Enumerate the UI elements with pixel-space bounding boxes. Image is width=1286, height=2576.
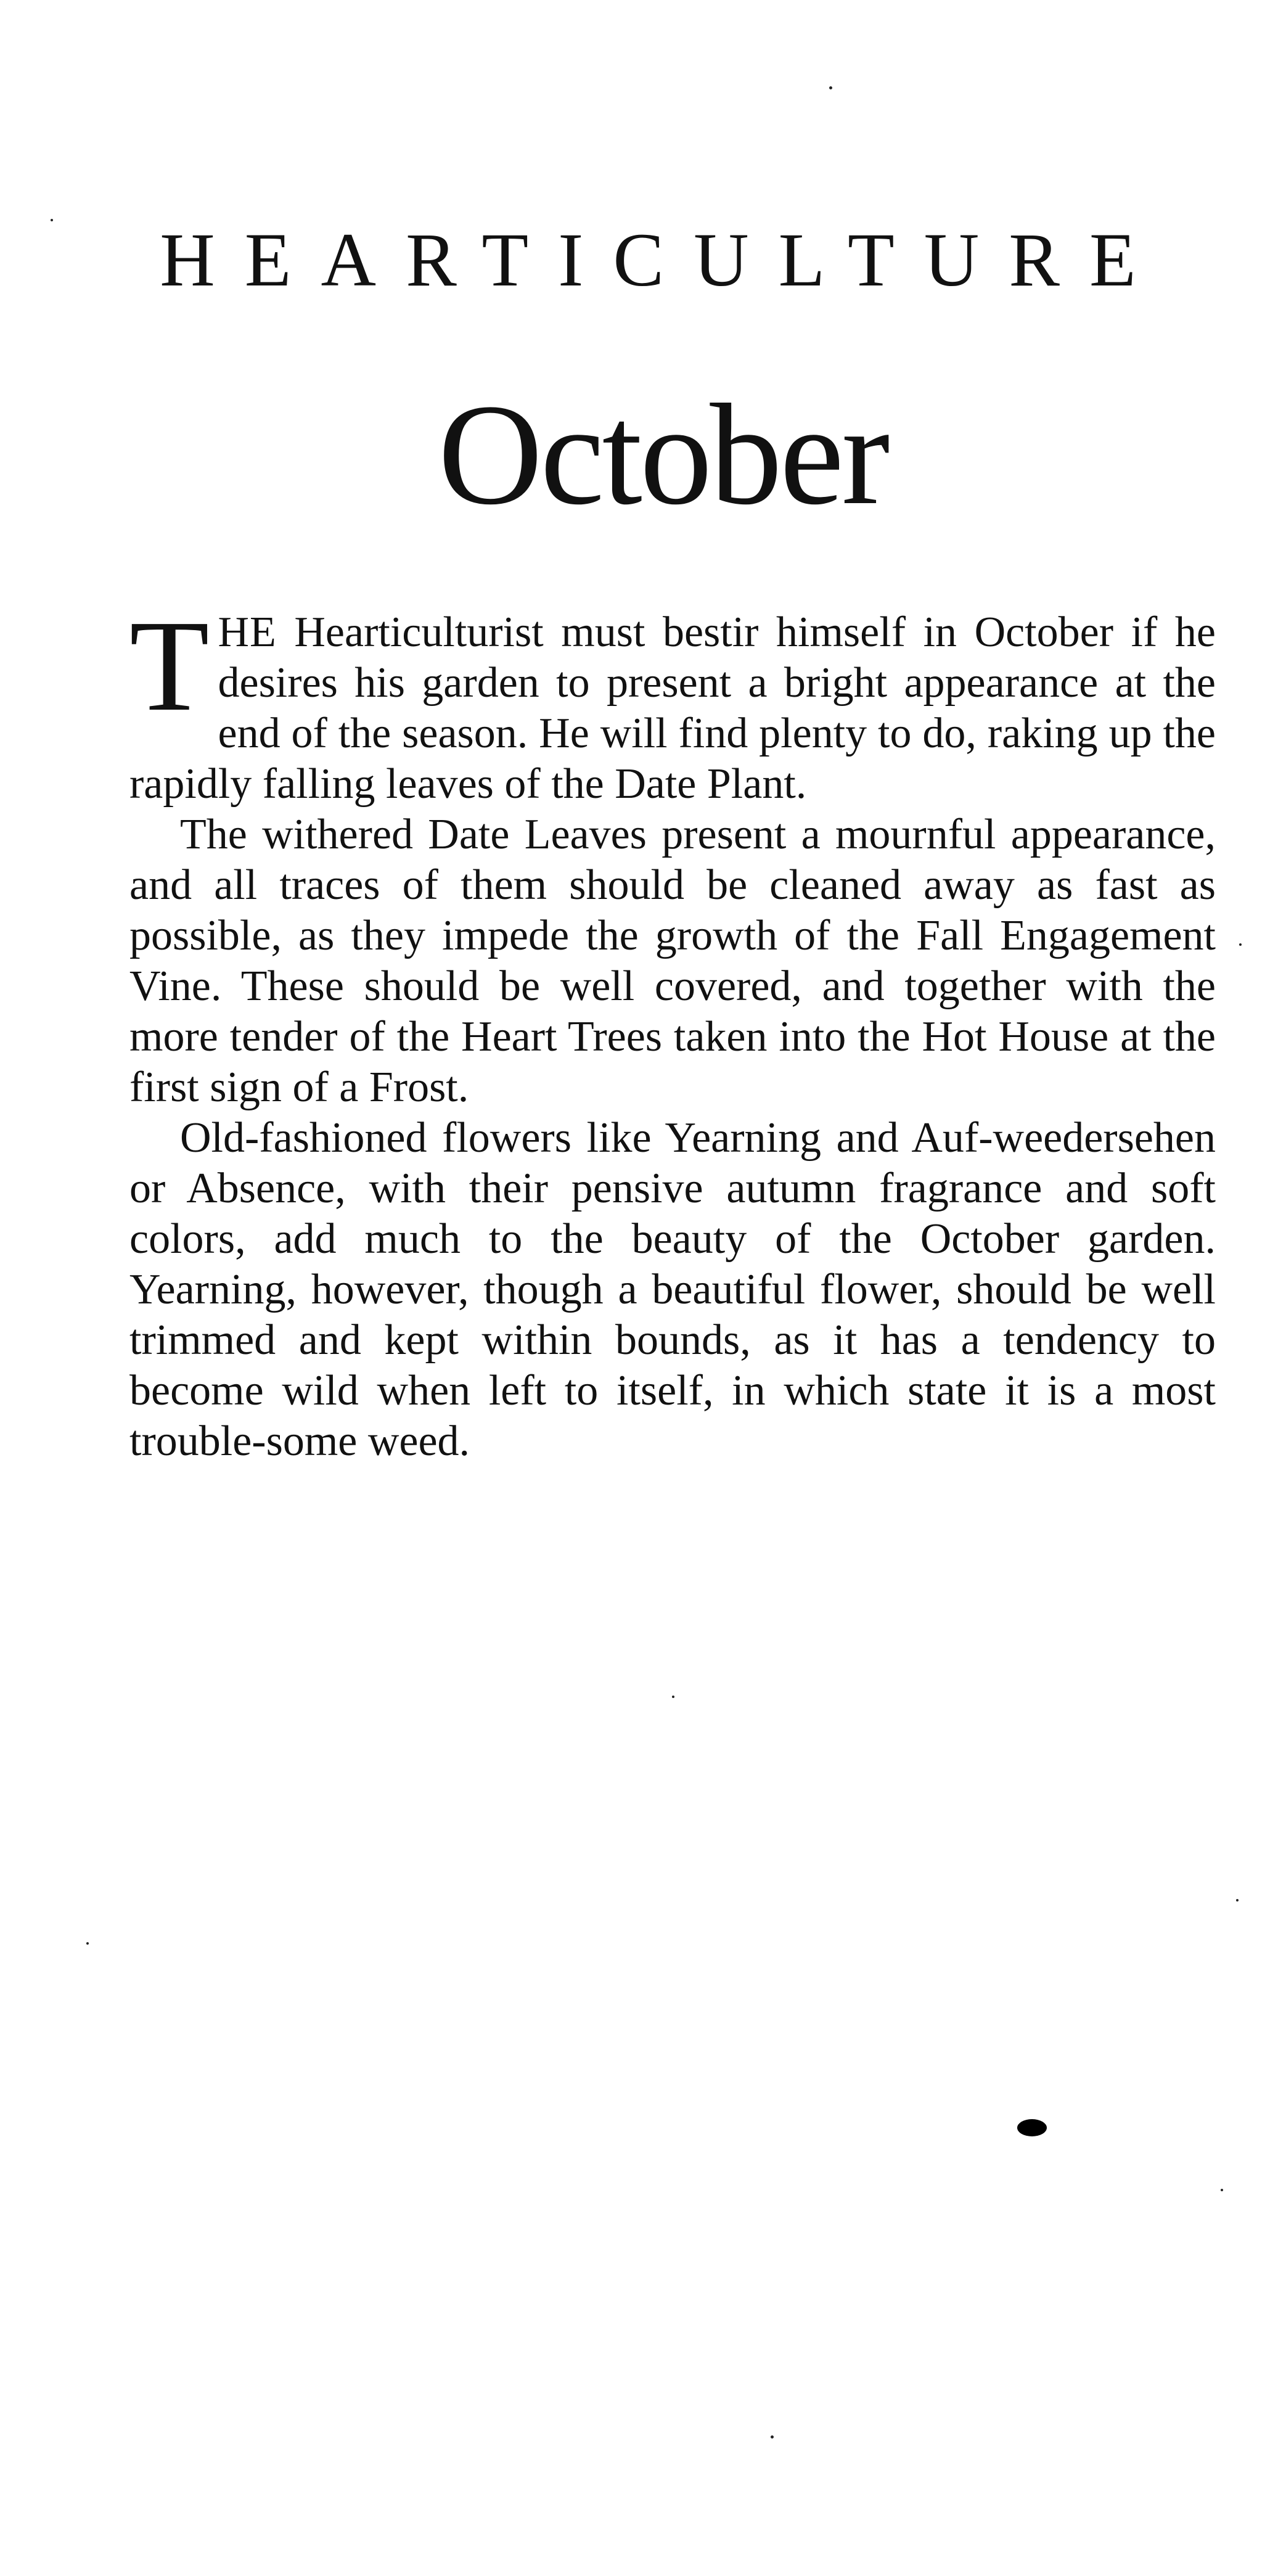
scan-speck	[51, 219, 53, 221]
paragraph-2: The withered Date Leaves present a mournful appearance, and all traces of them should be cleaned away as fast as possible, as they impede the growth of the Fall Engagement Vine. These should be well covered, and together with the more tender of the Heart Trees taken into the Hot House at the first sign of a Frost.	[129, 811, 1216, 1111]
paragraph-1-lead: HE	[218, 609, 277, 656]
ink-blot	[1017, 2119, 1047, 2136]
paragraph-3: Old-fashioned flowers like Yearning and Auf-weedersehen or Absence, with their pensive autumn fragrance and soft colors, add much to the beauty of the October garden. Yearning, however, though a beautiful flower, should be well trimmed and kept within bounds, as it has a tendency to become wild when left to itself, in which state it is a most trouble-some weed.	[129, 1114, 1216, 1465]
month-title: October	[438, 374, 888, 535]
scan-speck	[1239, 943, 1242, 946]
drop-cap: T	[129, 593, 210, 738]
scan-speck	[771, 2435, 774, 2439]
scan-speck	[1221, 2189, 1223, 2191]
scan-speck	[1236, 1899, 1239, 1901]
paragraph-1	[129, 593, 1216, 810]
article-body	[129, 593, 1216, 1467]
series-title: HEARTICULTURE	[160, 218, 1166, 302]
scan-speck	[829, 86, 832, 89]
scan-speck	[672, 1696, 674, 1698]
scan-speck	[86, 1942, 89, 1945]
paragraph-1-text: Hearticulturist must bestir himself in October if he desires his garden to present a bright appearance at the end of the season. He will find plenty to do, raking up the rapidly falling leaves of the Date Plant.	[129, 609, 1216, 808]
